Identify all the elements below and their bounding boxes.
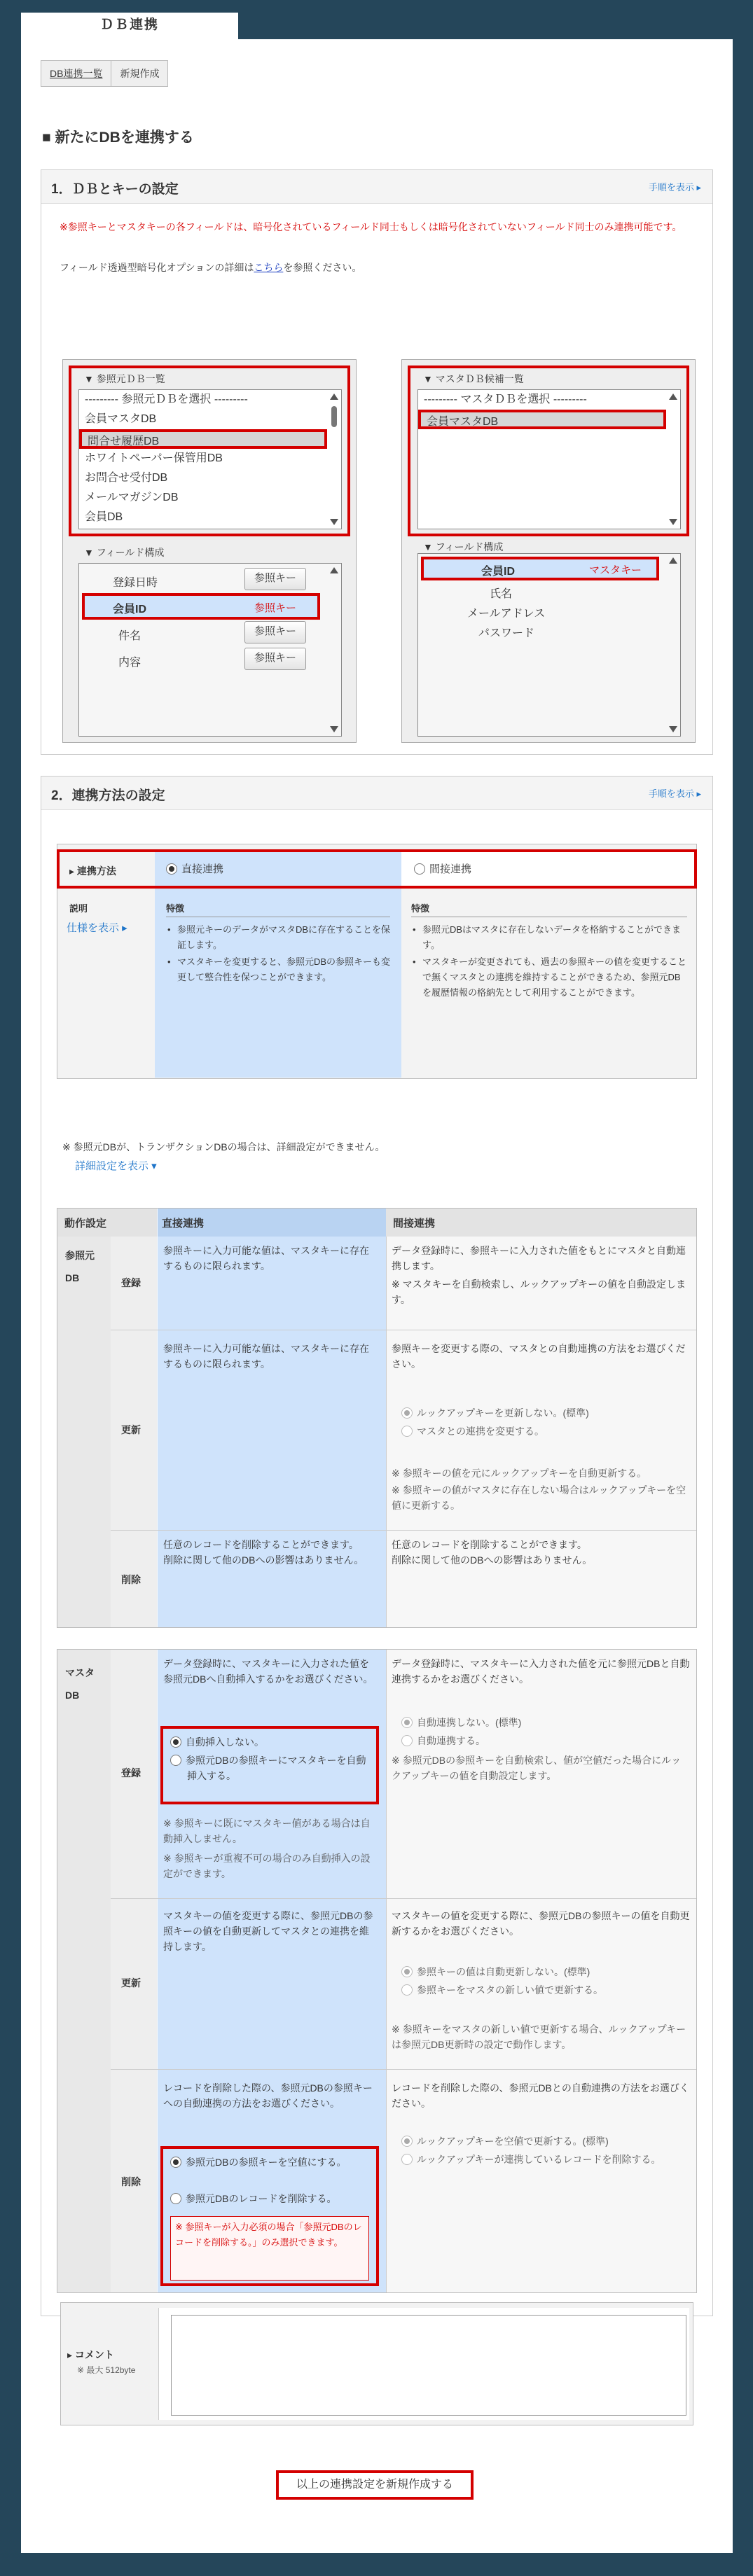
del-direct: 任意のレコードを削除することができます。 削除に関して他のDBへの影響はありません。 bbox=[163, 1539, 364, 1566]
direct-radio[interactable]: 直接連携 bbox=[166, 862, 223, 877]
method-label: ▸ 連携方法 bbox=[69, 865, 116, 877]
section2-help-link[interactable]: 手順を表示 ▸ bbox=[648, 788, 701, 799]
ref-db-option[interactable]: メールマガジンDB bbox=[85, 492, 179, 503]
ref-db-panel bbox=[62, 359, 357, 743]
master-field-name: パスワード bbox=[478, 627, 535, 639]
ref-field-name: 内容 bbox=[118, 657, 141, 669]
ref-field-scrollbar[interactable] bbox=[330, 566, 340, 734]
breadcrumb-list[interactable] bbox=[41, 60, 111, 87]
ref-key-button[interactable]: 参照キー bbox=[244, 568, 306, 590]
master-db-panel bbox=[401, 359, 696, 743]
encryption-info-link[interactable]: こちら bbox=[254, 262, 284, 273]
master-field-scrollbar[interactable] bbox=[669, 556, 679, 734]
feature-item: • マスタキーを変更すると、参照元DBの参照キーも変更して整合性を保つことができます。 bbox=[166, 954, 392, 985]
ref-db-option[interactable]: --------- 参照元ＤＢを選択 --------- bbox=[85, 394, 248, 405]
upd-indirect: 参照キーを変更する際の、マスタとの自動連携の方法をお選びください。 bbox=[392, 1343, 686, 1370]
master-db-select[interactable] bbox=[417, 389, 681, 529]
feature-item: • 参照元DBはマスタに存在しないデータを格納することができます。 bbox=[411, 922, 689, 953]
master-field-list bbox=[417, 553, 681, 737]
del-indirect: 任意のレコードを削除することができます。 削除に関して他のDBへの影響はありません。 bbox=[392, 1539, 593, 1566]
master-db-legend: ▼ マスタＤＢ候補一覧 bbox=[423, 373, 524, 384]
m-reg-i-opt-2[interactable]: 自動連携する。 bbox=[401, 1733, 485, 1748]
ref-db-legend: ▼ 参照元ＤＢ一覧 bbox=[84, 373, 165, 384]
m-reg-note-2: ※ 参照キーが重複不可の場合のみ自動挿入の設定ができます。 bbox=[163, 1853, 371, 1879]
ref-db-option[interactable]: ホワイトペーパー保管用DB bbox=[85, 452, 223, 464]
direct-feature-title: 特徴 bbox=[166, 901, 390, 917]
upd-opt-1[interactable]: ルックアップキーを更新しない。(標準) bbox=[401, 1405, 589, 1421]
comment-limit: ※ 最大 512byte bbox=[77, 2365, 136, 2375]
m-del-direct: レコードを削除した際の、参照元DBの参照キーへの自動連携の方法をお選びください。 bbox=[163, 2082, 373, 2109]
m-reg-note-1: ※ 参照キーに既にマスタキー値がある場合は自動挿入しません。 bbox=[163, 1818, 371, 1844]
m-reg-indirect: データ登録時に、マスタキーに入力された値を元に参照元DBと自動連携するかをお選びください。 bbox=[392, 1658, 690, 1685]
ref-key-label: 参照キー bbox=[254, 602, 297, 614]
submit-button[interactable]: 以上の連携設定を新規作成する bbox=[276, 2470, 474, 2500]
m-upd-note: ※ 参照キーをマスタの新しい値で更新する場合、ルックアップキーは参照元DB更新時の設定で動作します。 bbox=[392, 2024, 686, 2050]
radio-icon[interactable] bbox=[401, 1717, 413, 1728]
upd-direct: 参照キーに入力可能な値は、マスタキーに存在するものに限られます。 bbox=[163, 1343, 369, 1370]
encryption-warning: ※参照キーとマスタキーの各フィールドは、暗号化されているフィールド同士もしくは暗号化されていないフィールド同士のみ連携可能です。 bbox=[60, 221, 682, 232]
tab-db-link: ＤＢ連携 bbox=[21, 13, 238, 42]
row-register: 登録 bbox=[121, 1277, 141, 1288]
row-update: 更新 bbox=[121, 1977, 141, 1989]
ref-key-button[interactable]: 参照キー bbox=[244, 648, 306, 670]
m-del-opt-2[interactable]: 参照元DBのレコードを削除する。 bbox=[170, 2191, 373, 2206]
group-master-db: マスタDB bbox=[65, 1667, 95, 1701]
indirect-features bbox=[411, 922, 689, 1002]
radio-icon[interactable] bbox=[401, 2136, 413, 2147]
method-row-highlight bbox=[57, 849, 697, 889]
reg-direct: 参照キーに入力可能な値は、マスタキーに存在するものに限られます。 bbox=[163, 1245, 369, 1272]
ref-db-select[interactable] bbox=[78, 389, 342, 529]
m-upd-direct: マスタキーの値を変更する際に、参照元DBの参照キーの値を自動更新してマスタとの連携を維持します。 bbox=[163, 1910, 373, 1952]
master-db-option[interactable]: --------- マスタＤＢを選択 --------- bbox=[424, 394, 587, 405]
radio-icon[interactable] bbox=[401, 1984, 413, 1996]
radio-icon[interactable] bbox=[170, 2193, 181, 2204]
ref-key-button[interactable]: 参照キー bbox=[244, 621, 306, 643]
radio-icon[interactable] bbox=[170, 1755, 181, 1766]
ref-field-name: 登録日時 bbox=[113, 577, 158, 589]
direct-features bbox=[166, 922, 392, 987]
ref-db-scrollbar[interactable] bbox=[330, 392, 340, 527]
radio-icon[interactable] bbox=[401, 1407, 413, 1419]
h-action: 動作設定 bbox=[57, 1209, 157, 1237]
section2-title: 2．連携方法の設定 bbox=[51, 788, 165, 803]
radio-icon[interactable] bbox=[401, 1966, 413, 1977]
master-field-name: メールアドレス bbox=[467, 608, 546, 620]
upd-opt-2[interactable]: マスタとの連携を変更する。 bbox=[401, 1423, 544, 1439]
m-reg-i-opt-1[interactable]: 自動連携しない。(標準) bbox=[401, 1715, 521, 1730]
feature-item: • マスタキーが変更されても、過去の参照キーの値を変更することで無くマスタとの連携を維持することができるため、参照元DBを履歴情報の格納先として利用することができます。 bbox=[411, 954, 689, 1001]
comment-input[interactable] bbox=[171, 2315, 686, 2416]
upd-note-1: ※ 参照キーの値を元にルックアップキーを自動更新する。 bbox=[392, 1468, 647, 1479]
m-del-i-opt-1[interactable]: ルックアップキーを空値で更新する。(標準) bbox=[401, 2133, 609, 2149]
ref-field-name: 件名 bbox=[118, 630, 141, 642]
comment-label: ▸ コメント bbox=[67, 2349, 114, 2360]
radio-icon[interactable] bbox=[401, 2154, 413, 2165]
radio-icon[interactable] bbox=[401, 1735, 413, 1746]
radio-icon[interactable] bbox=[170, 2157, 181, 2168]
master-db-option-selected[interactable]: 会員マスタDB bbox=[418, 410, 666, 429]
breadcrumb bbox=[41, 60, 168, 87]
radio-icon[interactable] bbox=[170, 1736, 181, 1748]
master-field-name: 会員ID bbox=[481, 566, 516, 578]
m-reg-direct: データ登録時に、マスタキーに入力された値を参照元DBへ自動挿入するかをお選びください。 bbox=[163, 1658, 373, 1685]
page-title: ■ 新たにDBを連携する bbox=[42, 130, 194, 146]
row-register: 登録 bbox=[121, 1767, 141, 1778]
radio-icon[interactable] bbox=[414, 863, 425, 875]
indirect-radio[interactable]: 間接連携 bbox=[414, 862, 471, 877]
h-indirect: 間接連携 bbox=[386, 1209, 696, 1237]
section1-title: 1．ＤＢとキーの設定 bbox=[51, 182, 179, 197]
radio-icon[interactable] bbox=[166, 863, 177, 875]
transaction-note: ※ 参照元DBが、トランザクションDBの場合は、詳細設定ができません。 bbox=[62, 1141, 385, 1153]
breadcrumb-list-link[interactable]: DB連携一覧 bbox=[50, 68, 103, 79]
row-delete: 削除 bbox=[121, 2176, 141, 2187]
spec-link[interactable]: 仕様を表示 ▸ bbox=[67, 922, 127, 934]
section1-help-link[interactable]: 手順を表示 ▸ bbox=[648, 182, 701, 193]
m-upd-opt-2[interactable]: 参照キーをマスタの新しい値で更新する。 bbox=[401, 1982, 603, 1998]
desc-label: 説明 bbox=[69, 903, 88, 914]
group-ref-db: 参照元DB bbox=[65, 1250, 95, 1283]
master-key-label: マスタキー bbox=[589, 564, 642, 576]
m-del-note: ※ 参照キーが入力必須の場合「参照元DBのレコードを削除する。」のみ選択できます。 bbox=[170, 2216, 369, 2281]
row-update: 更新 bbox=[121, 1424, 141, 1435]
m-reg-i-note: ※ 参照元DBの参照キーを自動検索し、値が空値だった場合にルックアップキーの値を自動設定します。 bbox=[392, 1755, 682, 1781]
row-delete: 削除 bbox=[121, 1574, 141, 1585]
upd-note-2: ※ 参照キーの値がマスタに存在しない場合はルックアップキーを空値に更新する。 bbox=[392, 1484, 686, 1511]
h-direct: 直接連携 bbox=[158, 1209, 386, 1237]
m-reg-opt-1[interactable]: 自動挿入しない。 bbox=[170, 1734, 373, 1750]
ref-db-option-selected[interactable]: 問合せ履歴DB bbox=[79, 429, 327, 449]
radio-icon[interactable] bbox=[401, 1426, 413, 1437]
main-page bbox=[21, 39, 733, 2553]
m-upd-opt-1[interactable]: 参照キーの値は自動更新しない。(標準) bbox=[401, 1964, 590, 1979]
ref-db-option[interactable]: お問合せ受付DB bbox=[85, 472, 168, 484]
encryption-info: フィールド透過型暗号化オプションの詳細はこちらを参照ください。 bbox=[60, 262, 362, 273]
ref-field-legend: ▼ フィールド構成 bbox=[84, 547, 165, 558]
reg-indirect-note: ※ マスタキーを自動検索し、ルックアップキーの値を自動設定します。 bbox=[392, 1279, 686, 1305]
breadcrumb-current: 新規作成 bbox=[111, 60, 168, 87]
m-del-i-opt-2[interactable]: ルックアップキーが連携しているレコードを削除する。 bbox=[401, 2152, 689, 2167]
m-reg-opt-2[interactable]: 参照元DBの参照キーにマスタキーを自動挿入する。 bbox=[170, 1753, 373, 1783]
m-upd-indirect: マスタキーの値を変更する際に、参照元DBの参照キーの値を自動更新するかをお選びください。 bbox=[392, 1910, 690, 1937]
master-db-scrollbar[interactable] bbox=[669, 392, 679, 527]
detail-settings-link[interactable]: 詳細設定を表示 ▾ bbox=[75, 1160, 157, 1172]
ref-field-list bbox=[78, 563, 342, 737]
m-del-indirect: レコードを削除した際の、参照元DBとの自動連携の方法をお選びください。 bbox=[392, 2082, 689, 2109]
master-field-name: 氏名 bbox=[490, 588, 513, 600]
reg-indirect: データ登録時に、参照キーに入力された値をもとにマスタと自動連携します。 bbox=[392, 1245, 686, 1272]
ref-field-name: 会員ID bbox=[113, 604, 147, 615]
link-method-section bbox=[41, 776, 713, 2316]
master-field-legend: ▼ フィールド構成 bbox=[423, 539, 503, 555]
ref-db-option[interactable]: 会員マスタDB bbox=[85, 413, 157, 425]
indirect-feature-title: 特徴 bbox=[411, 901, 687, 917]
m-del-opt-1[interactable]: 参照元DBの参照キーを空値にする。 bbox=[170, 2154, 373, 2170]
db-key-section bbox=[41, 169, 713, 755]
feature-item: • 参照元キーのデータがマスタDBに存在することを保証します。 bbox=[166, 922, 392, 953]
ref-db-option[interactable]: 会員DB bbox=[85, 511, 123, 523]
